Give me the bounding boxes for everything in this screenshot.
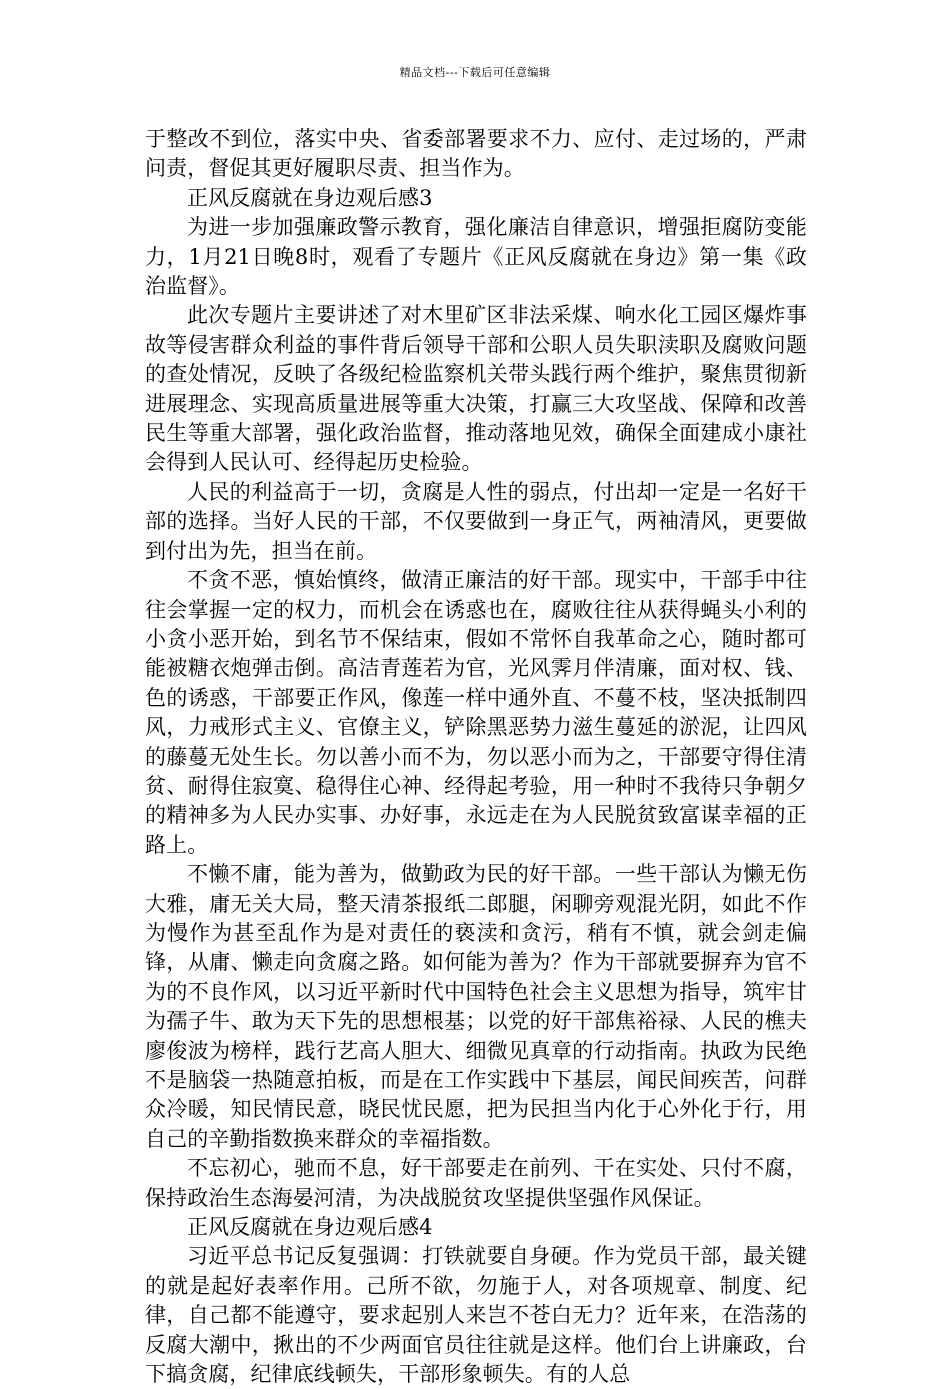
- paragraph-continuation: 于整改不到位，落实中央、省委部署要求不力、应付、走过场的，严肃问责，督促其更好履职尽责、担当作为。: [145, 127, 807, 181]
- section-title-4: 正风反腐就在身边观后感4: [187, 1215, 433, 1240]
- document-body: [145, 125, 807, 1389]
- section-title-3: 正风反腐就在身边观后感3: [187, 185, 433, 210]
- paragraph: 不贪不恶，慎始慎终，做清正廉洁的好干部。现实中，干部手中往往会掌握一定的权力，而机会在诱惑也在，腐败往往从获得蝇头小利的小贪小恶开始，到名节不保结束，假如不常怀自我革命之心，随时都可能被糖衣炮弹击倒。高洁青莲若为官，光风霁月伴清廉，面对权、钱、色的诱惑，干部要正作风，像莲一样中通外直、不蔓不枝，坚决抵制四风，力戒形式主义、官僚主义，铲除黑恶势力滋生蔓延的淤泥，让四风的藤蔓无处生长。勿以善小而不为，勿以恶小而为之，干部要守得住清贫、耐得住寂寞、稳得住心神、经得起考验，用一种时不我待只争朝夕的精神多为人民办实事、办好事，永远走在为人民脱贫致富谋幸福的正路上。: [145, 568, 807, 857]
- paragraph: 为进一步加强廉政警示教育，强化廉洁自律意识，增强拒腐防变能力，1月21日晚8时，观看了专题片《正风反腐就在身边》第一集《政治监督》。: [145, 215, 807, 299]
- paragraph: 不忘初心，驰而不息，好干部要走在前列、干在实处、只付不腐，保持政治生态海晏河清，为决战脱贫攻坚提供坚强作风保证。: [145, 1156, 807, 1210]
- paragraph: 人民的利益高于一切，贪腐是人性的弱点，付出却一定是一名好干部的选择。当好人民的干部，不仅要做到一身正气，两袖清风，更要做到付出为先，担当在前。: [145, 479, 807, 563]
- paragraph: 习近平总书记反复强调：打铁就要自身硬。作为党员干部，最关键的就是起好表率作用。己所不欲，勿施于人，对各项规章、制度、纪律，自己都不能遵守，要求起别人来岂不苍白无力？近年来，在浩荡的反腐大潮中，揪出的不少两面官员往往就是这样。他们台上讲廉政，台下搞贪腐，纪律底线顿失，干部形象顿失。有的人总: [145, 1244, 807, 1387]
- paragraph: 不懒不庸，能为善为，做勤政为民的好干部。一些干部认为懒无伤大雅，庸无关大局，整天清茶报纸二郎腿，闲聊旁观混光阴，如此不作为慢作为甚至乱作为是对责任的亵渎和贪污，稍有不慎，就会剑走偏锋，从庸、懒走向贪腐之路。如何能为善为？作为干部就要摒弃为官不为的不良作风，以习近平新时代中国特色社会主义思想为指导，筑牢甘为孺子牛、敢为天下先的思想根基；以党的好干部焦裕禄、人民的樵夫廖俊波为榜样，践行艺高人胆大、细微见真章的行动指南。执政为民绝不是脑袋一热随意拍板，而是在工作实践中下基层，闻民间疾苦，问群众冷暖，知民情民意，晓民忧民愿，把为民担当内化于心外化于行，用自己的辛勤指数换来群众的幸福指数。: [145, 862, 807, 1151]
- paragraph: 此次专题片主要讲述了对木里矿区非法采煤、响水化工园区爆炸事故等侵害群众利益的事件背后领导干部和公职人员失职渎职及腐败问题的查处情况，反映了各级纪检监察机关带头践行两个维护，聚焦贯彻新进展理念、实现高质量进展等重大决策，打赢三大攻坚战、保障和改善民生等重大部署，强化政治监督，推动落地见效，确保全面建成小康社会得到人民认可、经得起历史检验。: [145, 303, 807, 475]
- page-header: 精品文档---下载后可任意编辑: [399, 66, 551, 79]
